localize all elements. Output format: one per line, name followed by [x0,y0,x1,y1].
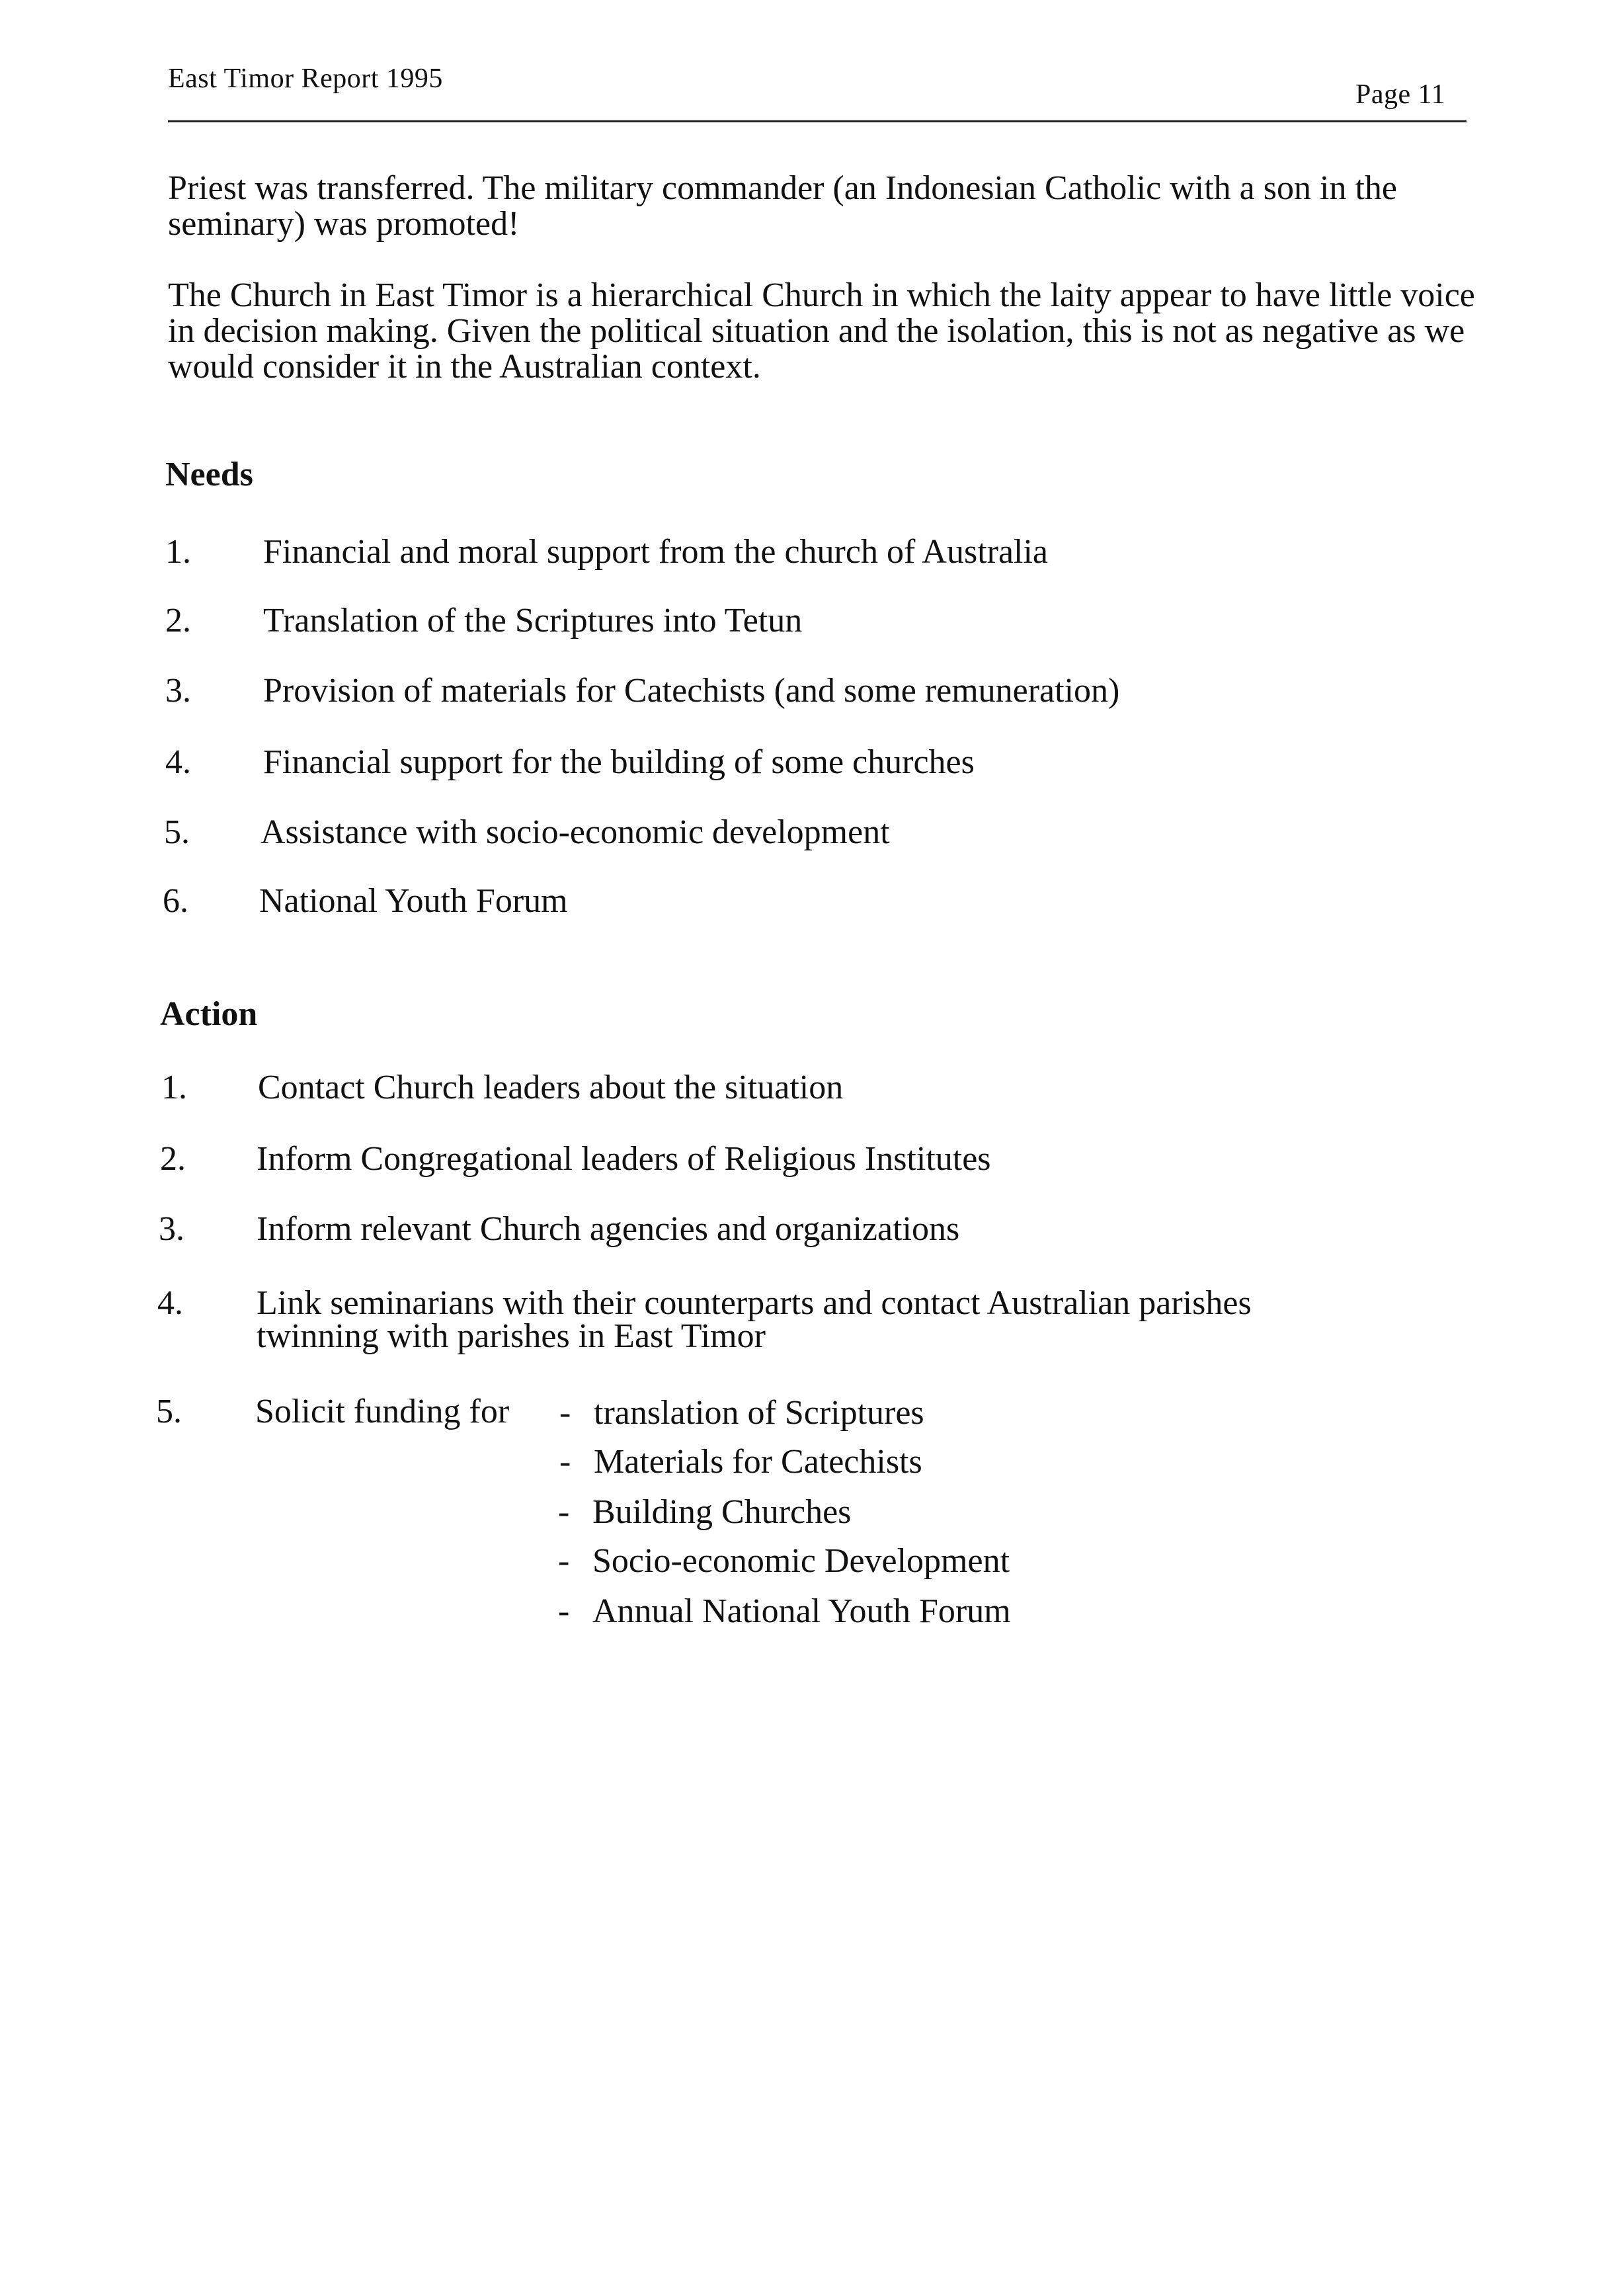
subitem-text: translation of Scriptures [594,1394,924,1432]
needs-item-number: 1. [165,533,191,571]
action-item-text: Inform Congregational leaders of Religious Institutes [257,1140,991,1178]
subitem-dash: - [559,1443,571,1481]
subitem-text: Socio-economic Development [592,1542,1010,1580]
subitem-dash: - [559,1394,571,1432]
action-item-number: 5. [156,1393,182,1430]
action-item-number: 3. [159,1210,184,1248]
subitem-dash: - [558,1592,570,1630]
needs-item-text: National Youth Forum [259,882,568,920]
action-item-number: 1. [161,1069,187,1106]
action-heading: Action [160,995,258,1033]
needs-item-text: Translation of the Scriptures into Tetun [263,602,803,639]
action-item-number: 2. [160,1140,186,1178]
action-item-text: Contact Church leaders about the situation [258,1069,844,1106]
needs-item-text: Financial and moral support from the church of Australia [263,533,1049,571]
needs-heading: Needs [165,456,253,493]
action-item-text-line2: twinning with parishes in East Timor [257,1317,766,1355]
action-item-text: Solicit funding for [255,1393,510,1430]
subitem-dash: - [558,1493,570,1531]
needs-item-number: 6. [163,882,188,920]
paragraph-church-hierarchy: The Church in East Timor is a hierarchical Church in which the laity appear to have little voice in decision making. Given the political situation and the isolation, this is not as negative as we would consider it in the Australian context. [168,276,1475,386]
needs-item-number: 4. [165,743,191,781]
needs-item-text: Provision of materials for Catechists (and some remuneration) [263,672,1120,710]
action-item-text: Inform relevant Church agencies and organizations [257,1210,960,1248]
subitem-text: Materials for Catechists [594,1443,922,1481]
subitem-text: Annual National Youth Forum [592,1592,1011,1630]
needs-item-text: Financial support for the building of some churches [263,743,975,781]
action-item-number: 4. [157,1284,183,1322]
paragraph-priest-transferred: Priest was transferred. The military commander (an Indonesian Catholic with a son in the seminary) was promoted! [168,169,1397,243]
subitem-dash: - [558,1542,570,1580]
needs-item-number: 2. [165,602,191,639]
action-item-text-line1: Link seminarians with their counterparts and contact Australian parishes [257,1284,1252,1322]
needs-item-number: 5. [164,813,190,851]
header-rule [168,120,1467,122]
page-number: Page 11 [1355,79,1446,110]
report-title: East Timor Report 1995 [168,63,443,94]
subitem-text: Building Churches [592,1493,852,1531]
needs-item-number: 3. [165,672,191,710]
needs-item-text: Assistance with socio-economic development [261,813,890,851]
